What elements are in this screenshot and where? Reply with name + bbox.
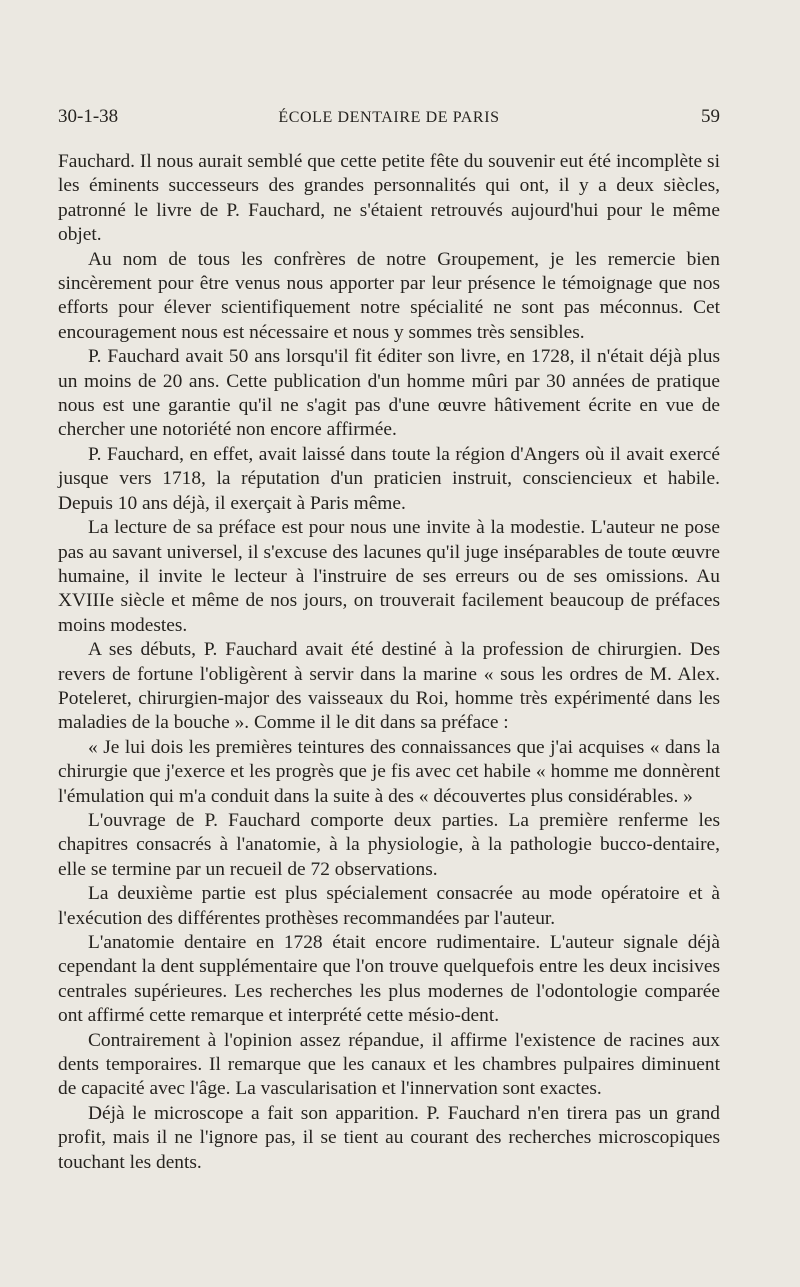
body-text (58, 150, 720, 1175)
paragraph: Déjà le microscope a fait son apparition. P. Fauchard n'en tirera pas un grand profit, mais il ne l'ignore pas, il se tient au courant des recherches microscopiques touchant les dents. (58, 1102, 720, 1173)
paragraph: La deuxième partie est plus spécialement consacrée au mode opératoire et à l'exécution des différentes prothèses recommandées par l'auteur. (58, 883, 720, 929)
paragraph: La lecture de sa préface est pour nous une invite à la modestie. L'auteur ne pose pas au savant universel, il s'excuse des lacunes qu'il juge inséparables de toute œuvre humaine, il invite le lecteur à l'instruire de ses erreurs ou de ses omissions. Au XVIIIe siècle et même de nos jours, on trouverait facilement beaucoup de préfaces moins modestes. (58, 517, 720, 636)
paragraph: L'anatomie dentaire en 1728 était encore rudimentaire. L'auteur signale déjà cependant la dent supplémentaire que l'on trouve quelquefois entre les deux incisives centrales supérieures. Les recherches les plus modernes de l'odontologie comparée ont affirmé cette remarque et interprété cette mésio-dent. (58, 932, 720, 1027)
paragraph: L'ouvrage de P. Fauchard comporte deux parties. La première renferme les chapitres consacrés à l'anatomie, à la physiologie, à la pathologie bucco-dentaire, elle se termine par un recueil de 72 observations. (58, 809, 720, 880)
paragraph: P. Fauchard avait 50 ans lorsqu'il fit éditer son livre, en 1728, il n'était déjà plus un moins de 20 ans. Cette publication d'un homme mûri par 30 années de pratique nous est une garantie qu'il ne s'agit pas d'une œuvre hâtivement écrite en vue de chercher une notoriété non encore affirmée. (58, 346, 720, 441)
paragraph: Fauchard. Il nous aurait semblé que cette petite fête du souvenir eut été incomplète si les éminents successeurs des grandes personnalités qui ont, il y a deux siècles, patronné le livre de P. Fauchard, ne s'étaient retrouvés aujourd'hui pour le même objet. (58, 151, 720, 246)
running-head (58, 104, 720, 130)
paragraph: A ses débuts, P. Fauchard avait été destiné à la profession de chirurgien. Des revers de fortune l'obligèrent à servir dans la marine « sous les ordres de M. Alex. Poteleret, chirurgien-major des vaisseaux du Roi, homme très expérimenté dans les maladies de la bouche ». Comme il le dit dans sa préface : (58, 639, 720, 734)
page-number: 59 (701, 106, 720, 127)
paragraph: Au nom de tous les confrères de notre Groupement, je les remercie bien sincèrement pour être venus nous apporter par leur présence le témoignage que nos efforts pour élever scientifiquement notre spécialité ne sont pas méconnus. Cet encouragement nous est nécessaire et nous y sommes très sensibles. (58, 248, 720, 343)
paragraph: P. Fauchard, en effet, avait laissé dans toute la région d'Angers où il avait exercé jusque vers 1718, la réputation d'un praticien instruit, consciencieux et habile. Depuis 10 ans déjà, il exerçait à Paris même. (58, 443, 720, 514)
book-page (58, 104, 720, 1175)
running-title: ÉCOLE DENTAIRE DE PARIS (278, 109, 500, 126)
issue-date: 30-1-38 (58, 106, 119, 127)
paragraph: Contrairement à l'opinion assez répandue, il affirme l'existence de racines aux dents temporaires. Il remarque que les canaux et les chambres pulpaires diminuent de capacité avec l'âge. La vascularisation et l'innervation sont exactes. (58, 1029, 720, 1100)
quotation: « Je lui dois les premières teintures des connaissances que j'ai acquises « dans la chirurgie que j'exerce et les progrès que je fis avec cet habile « homme me donnèrent l'émulation qui m'a conduit dans la suite à des « découvertes plus considérables. » (58, 736, 720, 807)
